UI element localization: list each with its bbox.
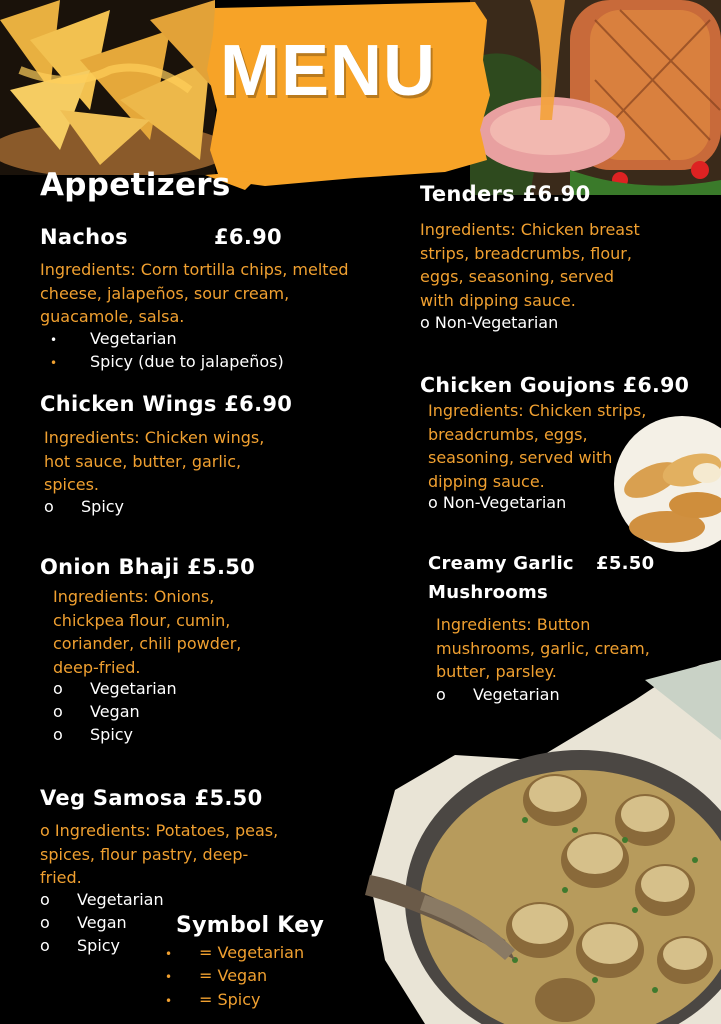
symbol-key-spicy: • = Spicy: [165, 990, 261, 1009]
goujons-ingredients: Ingredients: Chicken strips, breadcrumbs, eggs, seasoning, served with dipping sauce.: [428, 401, 647, 491]
samosa-ingredients: o Ingredients: Potatoes, peas, spices, flour pastry, deep- fried.: [40, 821, 279, 887]
tenders-ingredients: Ingredients: Chicken breast strips, breadcrumbs, flour, eggs, seasoning, served with dipping sauce.: [420, 220, 640, 310]
wings-title: Chicken Wings £6.90: [40, 392, 293, 416]
mushrooms-title-line1: Creamy Garlic: [428, 553, 574, 574]
bhaji-ingredients: Ingredients: Onions, chickpea flour, cumin, coriander, chili powder, deep-fried.: [53, 587, 242, 677]
menu-title: MENU: [220, 31, 436, 111]
mushrooms-price: £5.50: [596, 553, 655, 574]
goujons-title: Chicken Goujons £6.90: [420, 373, 690, 397]
mushrooms-title-line2: Mushrooms: [428, 582, 549, 603]
bhaji-tag-vegetarian: o Vegetarian: [53, 679, 177, 698]
nachos-ingredients: Ingredients: Corn tortilla chips, melted cheese, jalapeños, sour cream, guacamole, salsa.: [40, 260, 349, 326]
mushrooms-ingredients: Ingredients: Button mushrooms, garlic, cream, butter, parsley.: [436, 615, 650, 681]
tenders-title: Tenders £6.90: [420, 182, 591, 206]
wings-tag-spicy: o Spicy: [44, 497, 125, 516]
ham-image: [470, 0, 721, 195]
symbol-key-vegetarian: • = Vegetarian: [165, 943, 305, 962]
tenders-tag: o Non-Vegetarian: [420, 313, 559, 332]
samosa-tag-spicy: o Spicy: [40, 936, 121, 955]
nachos-price: £6.90: [214, 225, 282, 249]
symbol-key-title: Symbol Key: [176, 913, 325, 938]
bhaji-tag-spicy: o Spicy: [53, 725, 134, 744]
section-heading: Appetizers: [40, 167, 231, 203]
bhaji-title: Onion Bhaji £5.50: [40, 555, 256, 579]
goujons-tag: o Non-Vegetarian: [428, 493, 567, 512]
samosa-tag-vegetarian: o Vegetarian: [40, 890, 164, 909]
mushrooms-tag-vegetarian: o Vegetarian: [436, 685, 560, 704]
nachos-title: Nachos: [40, 225, 128, 249]
bhaji-tag-vegan: o Vegan: [53, 702, 140, 721]
nachos-image: [0, 0, 215, 175]
samosa-tag-vegan: o Vegan: [40, 913, 127, 932]
nachos-tag-spicy: • Spicy (due to jalapeños): [50, 352, 284, 371]
wings-ingredients: Ingredients: Chicken wings, hot sauce, butter, garlic, spices.: [44, 428, 265, 494]
samosa-title: Veg Samosa £5.50: [40, 786, 263, 810]
symbol-key-vegan: • = Vegan: [165, 966, 268, 985]
mushroom-pan-image: [365, 660, 721, 1024]
nachos-tag-vegetarian: • Vegetarian: [50, 329, 177, 348]
